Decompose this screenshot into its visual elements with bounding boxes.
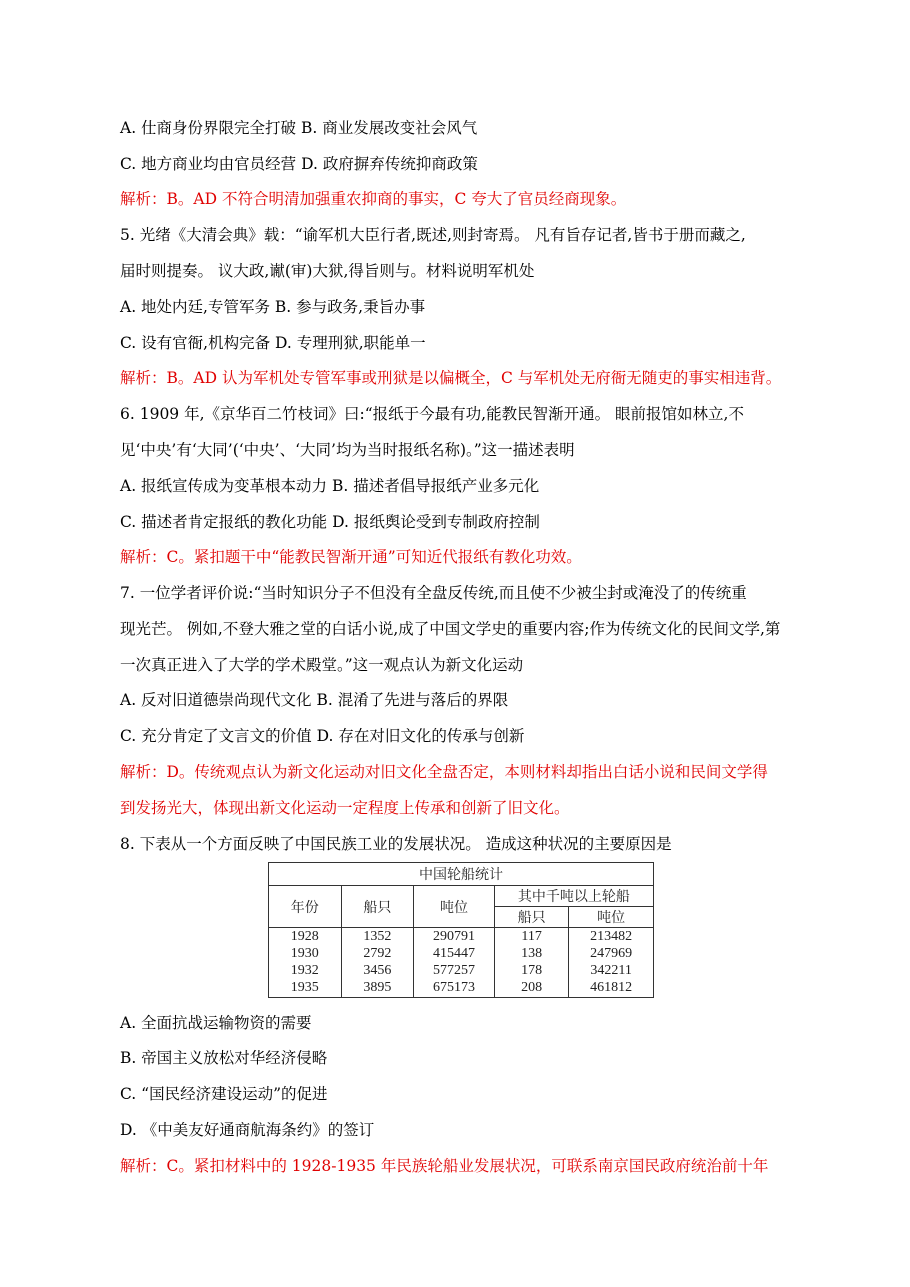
- cell-large-tonnage: 461812: [569, 980, 654, 998]
- q6-stem-line-1: 6. 1909 年,《京华百二竹枝词》曰:“报纸于今最有功,能教民智渐开通。 眼前报馆如林立,不: [120, 405, 744, 423]
- q4-analysis: 解析：B。AD 不符合明清加强重农抑商的事实，C 夸大了官员经商现象。: [120, 190, 627, 208]
- q8-option-d: D. 《中美友好通商航海条约》的签订: [120, 1121, 375, 1139]
- cell-ships: 3895: [341, 980, 414, 998]
- cell-ships: 2792: [341, 946, 414, 963]
- header-group-large-ships: 其中千吨以上轮船: [494, 886, 653, 907]
- cell-year: 1928: [269, 928, 342, 946]
- header-year: 年份: [269, 886, 342, 928]
- q7-analysis-line-1: 解析：D。传统观点认为新文化运动对旧文化全盘否定，本则材料却指出白话小说和民间文学得: [120, 763, 768, 781]
- cell-year: 1932: [269, 963, 342, 980]
- q6-options-c-d: C. 描述者肯定报纸的教化功能 D. 报纸舆论受到专制政府控制: [120, 513, 540, 531]
- q7-stem-line-1: 7. 一位学者评价说:“当时知识分子不但没有全盘反传统,而且使不少被尘封或淹没了的传统重: [120, 584, 747, 602]
- q5-options-c-d: C. 设有官衙,机构完备 D. 专理刑狱,职能单一: [120, 334, 426, 352]
- q5-analysis: 解析：B。AD 认为军机处专管军事或刑狱是以偏概全，C 与军机处无府衙无随吏的事实相违背。: [120, 369, 782, 387]
- table-row: [269, 963, 654, 980]
- cell-large-ships: 138: [494, 946, 569, 963]
- cell-tonnage: 577257: [414, 963, 495, 980]
- table-row: [269, 928, 654, 946]
- q5-options-a-b: A. 地处内廷,专管军务 B. 参与政务,秉旨办事: [120, 298, 426, 316]
- q7-options-c-d: C. 充分肯定了文言文的价值 D. 存在对旧文化的传承与创新: [120, 727, 525, 745]
- q5-stem-line-2: 届时则提奏。 议大政,谳(审)大狱,得旨则与。材料说明军机处: [120, 262, 535, 280]
- cell-large-tonnage: 213482: [569, 928, 654, 946]
- q7-stem-line-3: 一次真正进入了大学的学术殿堂。”这一观点认为新文化运动: [120, 656, 524, 674]
- cell-year: 1935: [269, 980, 342, 998]
- table-row: [269, 980, 654, 998]
- cell-ships: 1352: [341, 928, 414, 946]
- q7-analysis-line-2: 到发扬光大，体现出新文化运动一定程度上传承和创新了旧文化。: [120, 799, 570, 817]
- q4-options-a-b: A. 仕商身份界限完全打破 B. 商业发展改变社会风气: [120, 119, 478, 137]
- header-ships: 船只: [341, 886, 414, 928]
- header-sub-tonnage: 吨位: [569, 907, 654, 928]
- cell-year: 1930: [269, 946, 342, 963]
- table-title: 中国轮船统计: [269, 863, 654, 886]
- cell-large-ships: 117: [494, 928, 569, 946]
- header-tonnage: 吨位: [414, 886, 495, 928]
- q8-option-a: A. 全面抗战运输物资的需要: [120, 1014, 312, 1032]
- q4-options-c-d: C. 地方商业均由官员经营 D. 政府摒弃传统抑商政策: [120, 155, 478, 173]
- q5-stem-line-1: 5. 光绪《大清会典》载：“谕军机大臣行者,既述,则封寄焉。 凡有旨存记者,皆书于册而藏之,: [120, 226, 746, 244]
- cell-ships: 3456: [341, 963, 414, 980]
- q7-stem-line-2: 现光芒。 例如,不登大雅之堂的白话小说,成了中国文学史的重要内容;作为传统文化的民间文学,第: [120, 620, 781, 638]
- cell-large-tonnage: 342211: [569, 963, 654, 980]
- q8-option-b: B. 帝国主义放松对华经济侵略: [120, 1049, 328, 1067]
- cell-large-tonnage: 247969: [569, 946, 654, 963]
- q6-options-a-b: A. 报纸宣传成为变革根本动力 B. 描述者倡导报纸产业多元化: [120, 477, 540, 495]
- ship-statistics-table: [268, 862, 656, 998]
- cell-tonnage: 415447: [414, 946, 495, 963]
- cell-tonnage: 675173: [414, 980, 495, 998]
- header-sub-ships: 船只: [494, 907, 569, 928]
- cell-large-ships: 178: [494, 963, 569, 980]
- q7-options-a-b: A. 反对旧道德崇尚现代文化 B. 混淆了先进与落后的界限: [120, 691, 509, 709]
- q6-stem-line-2: 见‘中央’有‘大同’(‘中央’、‘大同’均为当时报纸名称)。”这一描述表明: [120, 441, 575, 459]
- cell-large-ships: 208: [494, 980, 569, 998]
- q8-option-c: C. “国民经济建设运动”的促进: [120, 1085, 328, 1103]
- q6-analysis: 解析：C。紧扣题干中“能教民智渐开通”可知近代报纸有教化功效。: [120, 548, 582, 566]
- q8-stem: 8. 下表从一个方面反映了中国民族工业的发展状况。 造成这种状况的主要原因是: [120, 835, 672, 853]
- cell-tonnage: 290791: [414, 928, 495, 946]
- q8-analysis: 解析：C。紧扣材料中的 1928-1935 年民族轮船业发展状况，可联系南京国民政府统治前十年: [120, 1157, 769, 1175]
- table-row: [269, 946, 654, 963]
